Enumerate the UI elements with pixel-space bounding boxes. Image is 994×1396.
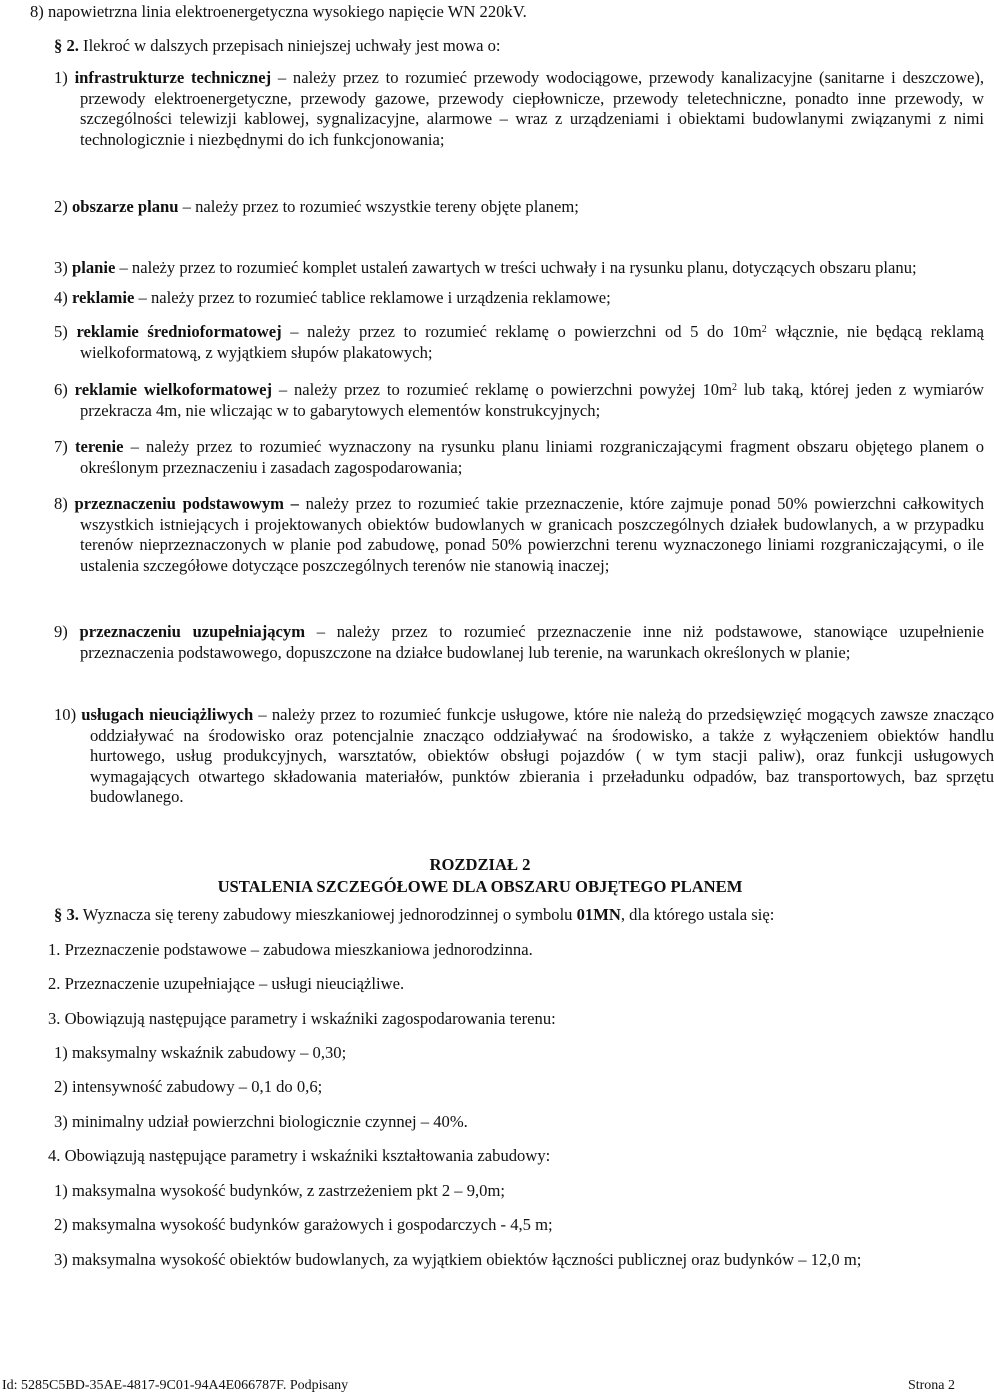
rule-4: 4. Obowiązują następujące parametry i wskaźniki kształtowania zabudowy: bbox=[48, 1146, 551, 1165]
item-number: 9) bbox=[54, 622, 68, 641]
definition-item bbox=[54, 622, 984, 663]
defined-term: usługach nieuciążliwych bbox=[81, 705, 254, 724]
definition-item bbox=[54, 68, 984, 150]
definition-text: – należy przez to rozumieć tablice reklamowe i urządzenia reklamowe; bbox=[134, 288, 611, 307]
defined-term: reklamie średnioformatowej bbox=[76, 322, 282, 341]
item-number: 2) bbox=[54, 197, 68, 216]
rule-3-item: 2) intensywność zabudowy – 0,1 do 0,6; bbox=[54, 1077, 323, 1096]
item-number: 1) bbox=[54, 68, 68, 87]
definition-text: – należy przez to rozumieć przewody wodociągowe, przewody kanalizacyjne (sanitarne i deszczowe), przewody elektroenergetyczne, przewody gazowe, przewody ciepłownicze, przewody teletechniczne, ponadto inne przewody, w szczególności telewizji kablowej, sygnalizacyjne, alarmowe – wraz z urządzeniami i obiektami budowlanymi związanymi z nimi technologicznie i niezbędnymi do ich funkcjonowania; bbox=[80, 68, 984, 149]
defined-term: infrastrukturze technicznej bbox=[74, 68, 272, 87]
footer-page-number: Strona 2 bbox=[907, 1378, 955, 1393]
paragraph-3 bbox=[54, 905, 958, 926]
item-number: 6) bbox=[54, 380, 68, 399]
defined-term: planie bbox=[71, 258, 116, 277]
definition-text: włącznie, nie będącą reklamą wielkoformatową, z wyjątkiem słupów plakatowych; bbox=[80, 322, 984, 362]
zone-symbol: 01MN bbox=[576, 905, 621, 924]
rule-4-item: 1) maksymalna wysokość budynków, z zastrzeżeniem pkt 2 – 9,0m; bbox=[54, 1181, 505, 1200]
definition-item bbox=[54, 288, 984, 309]
paragraph-2-intro bbox=[54, 36, 954, 57]
item-number: 7) bbox=[54, 437, 68, 456]
definition-item bbox=[54, 494, 984, 576]
paragraph-text: Wyznacza się tereny zabudowy mieszkaniowej jednorodzinnej o symbolu bbox=[78, 905, 577, 924]
paragraph-text: , dla którego ustala się: bbox=[620, 905, 775, 924]
item-number: 3) bbox=[54, 258, 68, 277]
definition-text: – należy przez to rozumieć reklamę o powierzchni od 5 do 10m bbox=[281, 322, 762, 341]
defined-term: reklamie wielkoformatowej bbox=[74, 380, 272, 399]
definition-text: – należy przez to rozumieć komplet ustaleń zawartych w treści uchwały i na rysunku planu, dotyczących obszaru planu; bbox=[115, 258, 917, 277]
definition-item bbox=[54, 322, 984, 363]
paragraph-mark: § 2. bbox=[54, 36, 79, 55]
paragraph-text: Ilekroć w dalszych przepisach niniejszej uchwały jest mowa o: bbox=[78, 36, 501, 55]
rule-4-item: 2) maksymalna wysokość budynków garażowych i gospodarczych - 4,5 m; bbox=[54, 1215, 553, 1234]
rule-3: 3. Obowiązują następujące parametry i wskaźniki zagospodarowania terenu: bbox=[48, 1009, 556, 1028]
superscript: 2 bbox=[761, 324, 767, 335]
definition-item bbox=[54, 197, 984, 218]
item-number: 8) bbox=[54, 494, 68, 513]
chapter-number: ROZDZIAŁ 2 bbox=[429, 855, 531, 874]
rule-3-item: 3) minimalny udział powierzchni biologicznie czynnej – 40%. bbox=[54, 1112, 468, 1131]
rule-2: 2. Przeznaczenie uzupełniające – usługi nieuciążliwe. bbox=[48, 974, 405, 993]
definition-item bbox=[54, 437, 984, 478]
paragraph-mark: § 3. bbox=[54, 905, 79, 924]
item-number: 4) bbox=[54, 288, 68, 307]
definition-text: – należy przez to rozumieć przeznaczenie inne niż podstawowe, stanowiące uzupełnienie przeznaczenia podstawowego, dopuszczone na działce budowlanej lub terenie, na warunkach określonych w planie; bbox=[80, 622, 985, 662]
footer-document-id: Id: 5285C5BD-35AE-4817-9C01-94A4E066787F. Podpisany bbox=[2, 1378, 349, 1393]
defined-term: terenie bbox=[74, 437, 124, 456]
definition-text: lub taką, której jeden z wymiarów przekracza 4m, nie wliczając w to gabarytowych elementów konstrukcyjnych; bbox=[80, 380, 984, 420]
definition-item bbox=[54, 380, 984, 421]
item-number: 5) bbox=[54, 322, 68, 341]
definition-text: – należy przez to rozumieć wyznaczony na rysunku planu liniami rozgraniczającymi fragment obszaru objętego planem o określonym przeznaczeniu i zasadach zagospodarowania; bbox=[80, 437, 984, 477]
defined-term: przeznaczeniu uzupełniającym bbox=[79, 622, 306, 641]
chapter-title: USTALENIA SZCZEGÓŁOWE DLA OBSZARU OBJĘTEGO PLANEM bbox=[217, 877, 743, 896]
top-line: 8) napowietrzna linia elektroenergetyczna wysokiego napięcie WN 220kV. bbox=[30, 2, 527, 21]
rule-3-item: 1) maksymalny wskaźnik zabudowy – 0,30; bbox=[54, 1043, 347, 1062]
definition-item bbox=[54, 258, 984, 279]
definition-text: – należy przez to rozumieć reklamę o powierzchni powyżej 10m bbox=[271, 380, 732, 399]
definition-text: – należy przez to rozumieć funkcje usługowe, które nie należą do przedsięwzięć mogących zawsze znacząco oddziaływać na środowisko oraz potencjalnie znacząco oddziaływać na środowisko, a także z wyłączeniem obiektów handlu hurtowego, usług produkcyjnych, warsztatów, obiektów obsługi pojazdów ( w tym stacji paliw), oraz funkcji usługowych wymagających otwartego składowania materiałów, punktów zbierania i przeładunku odpadów, baz transportowych, baz sprzętu budowlanego. bbox=[90, 705, 994, 806]
superscript: 2 bbox=[731, 382, 737, 393]
rule-1: 1. Przeznaczenie podstawowe – zabudowa mieszkaniowa jednorodzinna. bbox=[48, 940, 533, 959]
defined-term: reklamie bbox=[71, 288, 135, 307]
definition-text: – należy przez to rozumieć wszystkie tereny objęte planem; bbox=[178, 197, 579, 216]
rule-4-item: 3) maksymalna wysokość obiektów budowlanych, za wyjątkiem obiektów łączności publicznej oraz budynków – 12,0 m; bbox=[54, 1250, 862, 1269]
defined-term: obszarze planu bbox=[71, 197, 179, 216]
item-number: 10) bbox=[54, 705, 77, 724]
definition-text: należy przez to rozumieć takie przeznaczenie, które zajmuje ponad 50% powierzchni całkowitych wszystkich istniejących i projektowanych obiektów budowlanych w granicach poszczególnych działek budowlanych, a w przypadku terenów nieprzeznaczonych w planie pod zabudowę, ponad 50% powierzchni terenu wyznaczonego liniami rozgraniczającymi, o ile ustalenia szczegółowe dotyczące poszczególnych terenów nie stanowią inaczej; bbox=[80, 494, 984, 575]
defined-term: przeznaczeniu podstawowym – bbox=[74, 494, 299, 513]
definition-item bbox=[54, 705, 994, 808]
